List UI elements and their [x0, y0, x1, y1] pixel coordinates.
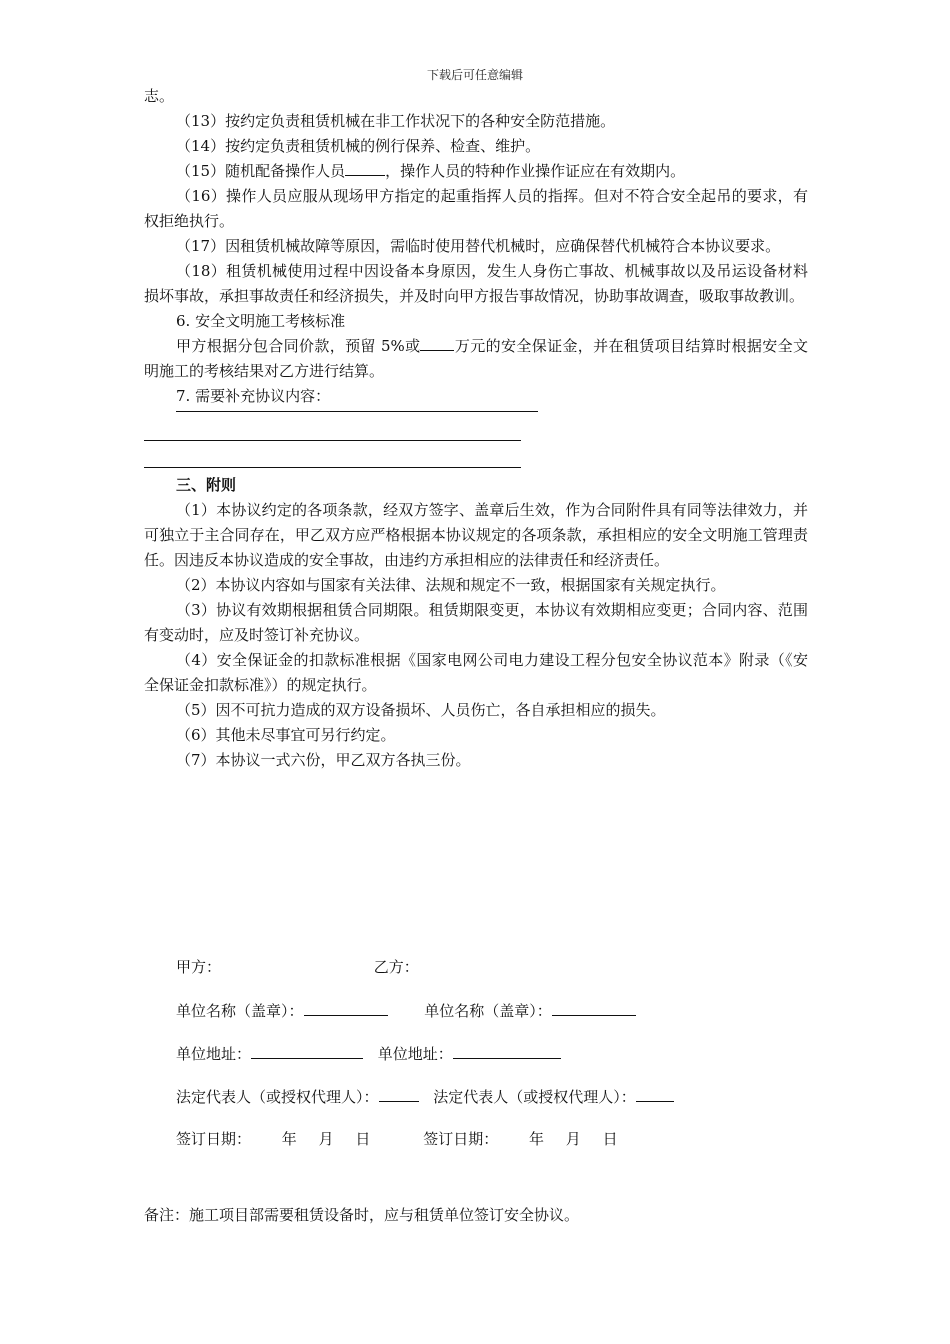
- clause-15-part-b: ，操作人员的特种作业操作证应在有效期内。: [385, 162, 686, 180]
- legal-rep-row: [176, 1086, 674, 1107]
- section-6-part-a: 甲方根据分包合同价款，预留 5%或: [176, 337, 421, 355]
- section-6-part-b: 万元的安全保证金，并在租赁项目结算时根据安全文明施工的考核结果对乙方进行结算。: [144, 337, 808, 380]
- operator-count-blank: [345, 159, 385, 176]
- party-a-unit-address-blank: [251, 1043, 363, 1059]
- party-a-year: 年: [281, 1130, 297, 1148]
- party-b-legal-rep-label: 法定代表人（或授权代理人）：: [433, 1088, 636, 1106]
- appendix-clause-3: （3）协议有效期根据租赁合同期限。租赁期限变更，本协议有效期相应变更；合同内容、范围有变动时，应及时签订补充协议。: [144, 601, 808, 644]
- sign-date-row: [176, 1129, 618, 1149]
- unit-name-row: [176, 1000, 636, 1021]
- party-a-legal-rep-blank: [379, 1086, 419, 1102]
- clause-15-part-a: （15）随机配备操作人员: [176, 162, 346, 180]
- party-a-label: 甲方：: [176, 958, 222, 976]
- party-b-sign-date-label: 签订日期：: [423, 1130, 499, 1148]
- clause-13: （13）按约定负责租赁机械在非工作状况下的各种安全防范措施。: [176, 112, 616, 130]
- unit-address-row: [176, 1043, 561, 1064]
- appendix-clause-5: （5）因不可抗力造成的双方设备损坏、人员伤亡，各自承担相应的损失。: [176, 701, 666, 719]
- footnote-remark: 备注：施工项目部需要租赁设备时，应与租赁单位签订安全协议。: [144, 1206, 580, 1224]
- clause-15: [144, 159, 808, 184]
- section-6-title: 6. 安全文明施工考核标准: [176, 312, 346, 330]
- clause-17: （17）因租赁机械故障等原因，需临时使用替代机械时，应确保替代机械符合本协议要求。: [176, 237, 781, 255]
- appendix-clause-7: （7）本协议一式六份，甲乙双方各执三份。: [176, 751, 471, 769]
- supplement-line-3: [144, 467, 521, 468]
- party-b-unit-address-blank: [453, 1043, 561, 1059]
- section-3-title: 三、附则: [176, 476, 237, 494]
- document-body: [144, 84, 808, 773]
- party-b-unit-address-label: 单位地址：: [377, 1045, 453, 1063]
- party-a-legal-rep-label: 法定代表人（或授权代理人）：: [176, 1088, 379, 1106]
- party-a-unit-address-label: 单位地址：: [176, 1045, 252, 1063]
- clause-18: （18）租赁机械使用过程中因设备本身原因，发生人身伤亡事故、机械事故以及吊运设备材料损坏事故，承担事故责任和经济损失，并及时向甲方报告事故情况，协助事故调查，吸取事故教训。: [144, 262, 808, 305]
- appendix-clause-6: （6）其他未尽事宜可另行约定。: [176, 726, 396, 744]
- paragraph-continuation: 志。: [144, 87, 175, 105]
- appendix-clause-2: （2）本协议内容如与国家有关法律、法规和规定不一致，根据国家有关规定执行。: [176, 576, 726, 594]
- party-b-unit-name-blank: [552, 1000, 636, 1016]
- clause-16: （16）操作人员应服从现场甲方指定的起重指挥人员的指挥。但对不符合安全起吊的要求，有权拒绝执行。: [144, 187, 808, 230]
- supplement-line-1: [176, 411, 538, 412]
- party-a-unit-name-blank: [304, 1000, 388, 1016]
- party-b-day: 日: [602, 1130, 618, 1148]
- party-a-day: 日: [355, 1130, 371, 1148]
- appendix-clause-4: （4）安全保证金的扣款标准根据《国家电网公司电力建设工程分包安全协议范本》附录（《安全保证金扣款标准》）的规定执行。: [144, 651, 808, 694]
- supplement-line-2: [144, 440, 521, 441]
- party-a-month: 月: [318, 1130, 334, 1148]
- party-b-month: 月: [565, 1130, 581, 1148]
- section-7-title: 7. 需要补充协议内容：: [176, 387, 331, 405]
- party-b-year: 年: [528, 1130, 544, 1148]
- deposit-amount-blank: [420, 334, 454, 351]
- party-b-unit-name-label: 单位名称（盖章）：: [424, 1002, 552, 1020]
- section-6-text: [144, 334, 808, 384]
- party-b-legal-rep-blank: [636, 1086, 674, 1102]
- appendix-clause-1: （1）本协议约定的各项条款，经双方签字、盖章后生效，作为合同附件具有同等法律效力，并可独立于主合同存在，甲乙双方应严格根据本协议规定的各项条款，承担相应的安全文明施工管理责任。因违反本协议造成的安全事故，由违约方承担相应的法律责任和经济责任。: [144, 501, 808, 569]
- signature-parties-row: [176, 957, 419, 977]
- party-b-label: 乙方：: [373, 958, 419, 976]
- party-a-unit-name-label: 单位名称（盖章）：: [176, 1002, 304, 1020]
- page-header: 下载后可任意编辑: [426, 68, 523, 82]
- clause-14: （14）按约定负责租赁机械的例行保养、检查、维护。: [176, 137, 541, 155]
- party-a-sign-date-label: 签订日期：: [176, 1130, 252, 1148]
